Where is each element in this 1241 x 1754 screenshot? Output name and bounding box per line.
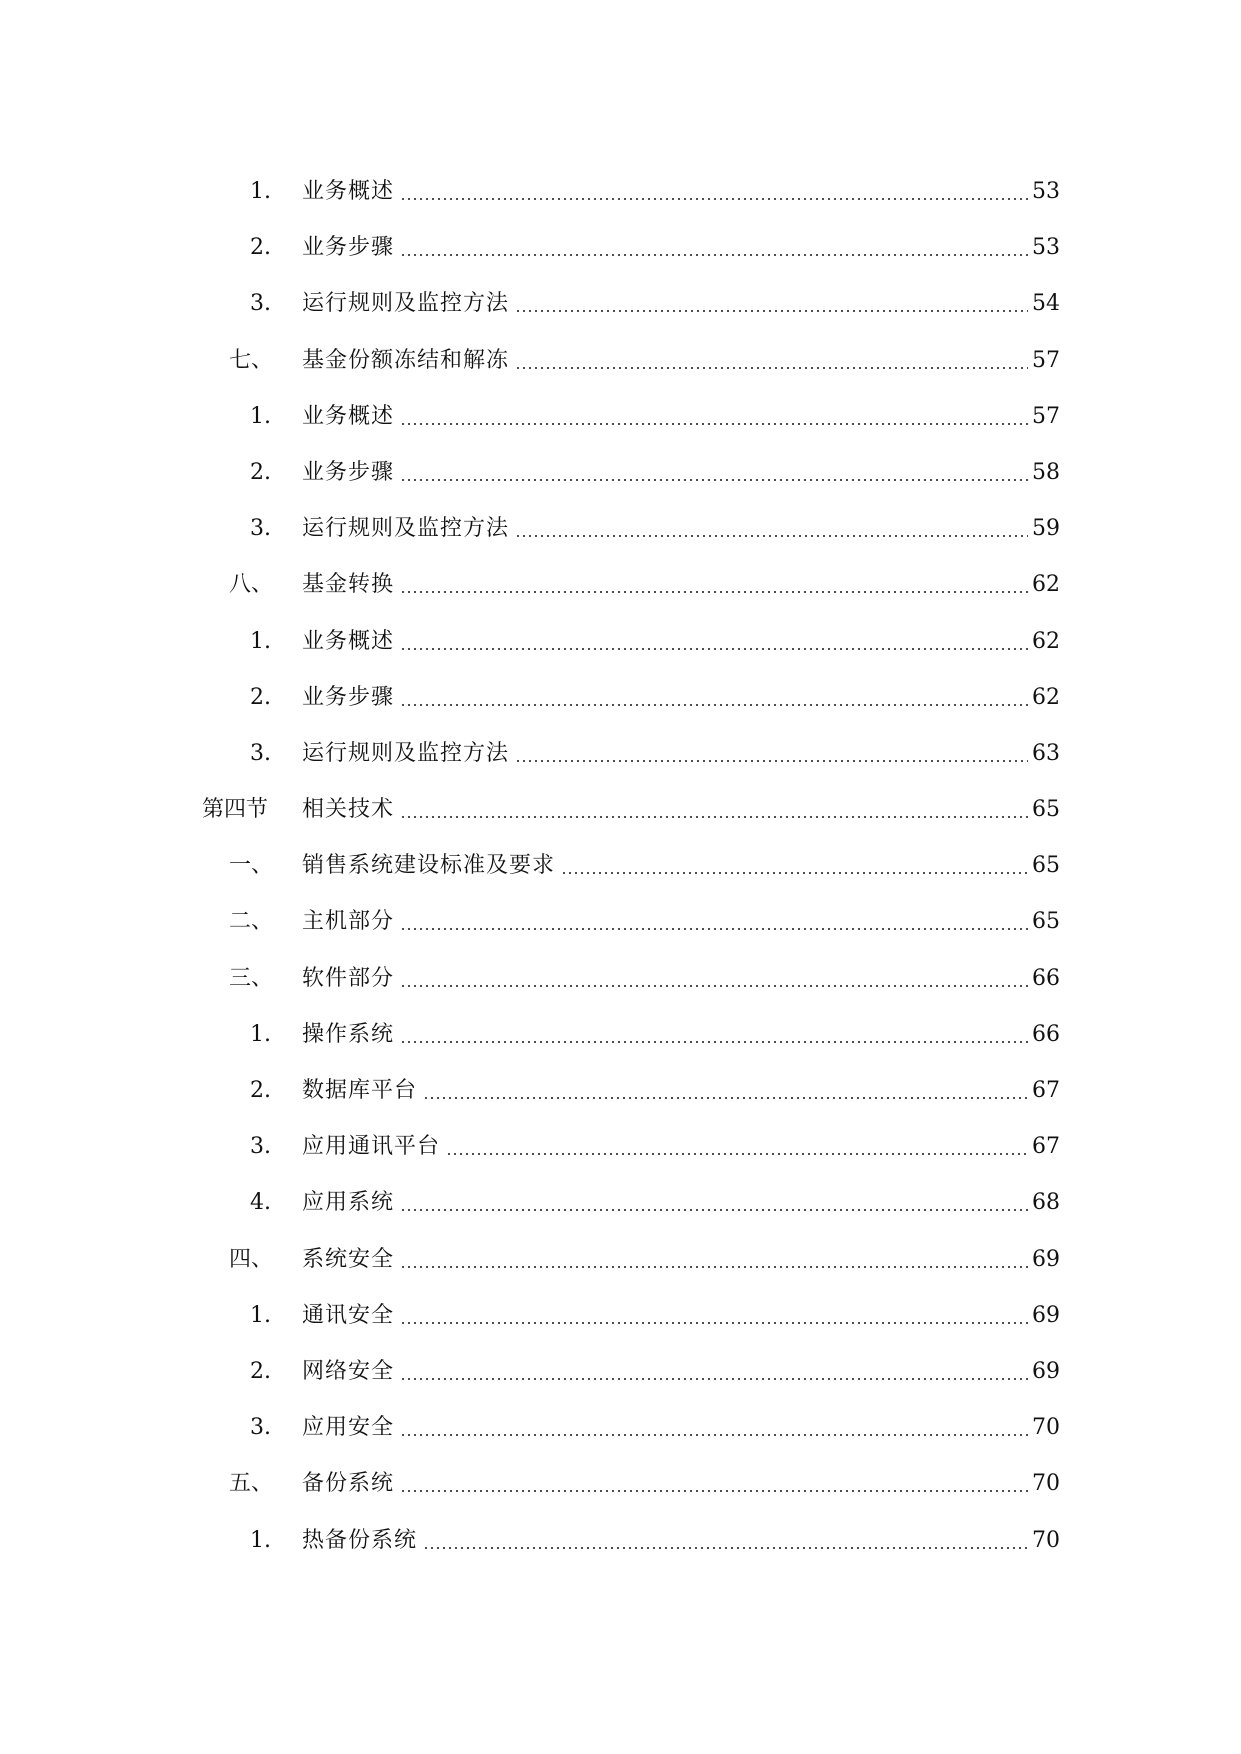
toc-entry[interactable] bbox=[0, 570, 1241, 626]
toc-entry-number: 2. bbox=[250, 1078, 271, 1103]
toc-entry-body bbox=[302, 233, 1060, 263]
toc-entry-body bbox=[302, 1020, 1060, 1050]
toc-entry-page-number[interactable]: 68 bbox=[1032, 1190, 1060, 1216]
toc-entry-page-number[interactable]: 63 bbox=[1032, 740, 1060, 766]
toc-entry-page-number[interactable]: 62 bbox=[1032, 572, 1060, 598]
dot-leader bbox=[515, 535, 1028, 537]
dot-leader bbox=[423, 1097, 1028, 1099]
toc-entry-number: 3. bbox=[250, 291, 271, 317]
toc-entry-number: 3. bbox=[250, 516, 271, 542]
toc-entry-body bbox=[302, 627, 1060, 657]
toc-entry[interactable] bbox=[0, 233, 1241, 289]
toc-entry[interactable] bbox=[0, 1357, 1241, 1413]
dot-leader bbox=[400, 1209, 1028, 1211]
toc-entry-body bbox=[302, 1357, 1060, 1387]
toc-entry-page-number[interactable]: 66 bbox=[1032, 1021, 1060, 1047]
toc-entry-number: 2. bbox=[250, 459, 271, 485]
toc-entry-page-number[interactable]: 69 bbox=[1032, 1302, 1060, 1328]
toc-entry-number: 第四节 bbox=[202, 797, 269, 823]
toc-entry-body bbox=[302, 402, 1060, 432]
dot-leader bbox=[400, 1434, 1028, 1436]
toc-entry[interactable] bbox=[0, 627, 1241, 683]
toc-entry-page-number[interactable]: 70 bbox=[1032, 1415, 1060, 1441]
toc-entry[interactable] bbox=[0, 683, 1241, 739]
toc-entry[interactable] bbox=[0, 907, 1241, 963]
dot-leader bbox=[400, 985, 1028, 987]
toc-entry-number: 1. bbox=[250, 1302, 271, 1328]
toc-entry[interactable] bbox=[0, 1413, 1241, 1469]
toc-entry-body bbox=[302, 1188, 1060, 1218]
toc-entry-number: 1. bbox=[250, 628, 271, 654]
toc-entry-title[interactable]: 通讯安全 bbox=[302, 1302, 395, 1328]
toc-entry-title[interactable]: 业务概述 bbox=[302, 628, 395, 654]
toc-entry[interactable] bbox=[0, 739, 1241, 795]
dot-leader bbox=[400, 423, 1028, 425]
toc-entry-page-number[interactable]: 66 bbox=[1032, 965, 1060, 991]
dot-leader bbox=[400, 816, 1028, 818]
toc-entry-number: 三、 bbox=[229, 965, 274, 991]
toc-entry-page-number[interactable]: 53 bbox=[1032, 179, 1060, 204]
dot-leader bbox=[400, 254, 1028, 256]
toc-entry-body bbox=[302, 1245, 1060, 1275]
dot-leader bbox=[515, 367, 1028, 369]
toc-entry[interactable] bbox=[0, 964, 1241, 1020]
toc-entry[interactable] bbox=[0, 851, 1241, 907]
toc-entry-page-number[interactable]: 58 bbox=[1032, 459, 1060, 485]
toc-entry-title[interactable]: 软件部分 bbox=[302, 965, 395, 991]
toc-entry[interactable] bbox=[0, 289, 1241, 345]
toc-entry-title[interactable]: 业务概述 bbox=[302, 179, 395, 204]
dot-leader bbox=[400, 1490, 1028, 1492]
dot-leader bbox=[446, 1153, 1028, 1155]
toc-entry-number: 一、 bbox=[229, 853, 274, 879]
toc-entry-body bbox=[302, 795, 1060, 825]
toc-entry-page-number[interactable]: 67 bbox=[1032, 1078, 1060, 1103]
toc-entry-body bbox=[302, 1132, 1060, 1162]
toc-entry-page-number[interactable]: 57 bbox=[1032, 403, 1060, 429]
toc-entry-body bbox=[302, 346, 1060, 376]
toc-entry-page-number[interactable]: 65 bbox=[1032, 909, 1060, 935]
toc-entry[interactable] bbox=[0, 458, 1241, 514]
toc-entry-number: 2. bbox=[250, 684, 271, 710]
toc-entry-number: 五、 bbox=[229, 1471, 274, 1497]
toc-entry[interactable] bbox=[0, 514, 1241, 570]
toc-entry-body bbox=[302, 964, 1060, 994]
toc-entry-number: 四、 bbox=[229, 1246, 274, 1272]
toc-entry-title[interactable]: 业务步骤 bbox=[302, 459, 395, 485]
toc-entry-body bbox=[302, 570, 1060, 600]
toc-entry-number: 1. bbox=[250, 403, 271, 429]
toc-entry-body bbox=[302, 1469, 1060, 1499]
toc-entry-body bbox=[302, 1301, 1060, 1331]
toc-entry-page-number[interactable]: 70 bbox=[1032, 1527, 1060, 1553]
toc-entry-title[interactable]: 应用安全 bbox=[302, 1415, 395, 1441]
toc-entry-body bbox=[302, 289, 1060, 319]
toc-entry-number: 二、 bbox=[229, 909, 274, 935]
dot-leader bbox=[515, 310, 1028, 312]
toc-entry-title[interactable]: 系统安全 bbox=[302, 1246, 395, 1272]
toc-entry-title[interactable]: 应用通讯平台 bbox=[302, 1134, 441, 1160]
toc-entry-number: 2. bbox=[250, 1358, 271, 1384]
toc-entry-title[interactable]: 运行规则及监控方法 bbox=[302, 740, 510, 766]
toc-entry-page-number[interactable]: 59 bbox=[1032, 516, 1060, 542]
dot-leader bbox=[400, 198, 1028, 200]
toc-entry-title[interactable]: 主机部分 bbox=[302, 909, 395, 935]
toc-entry-page-number[interactable]: 69 bbox=[1032, 1358, 1060, 1384]
dot-leader bbox=[400, 1378, 1028, 1380]
toc-entry-title[interactable]: 应用系统 bbox=[302, 1190, 395, 1216]
toc-entry-title[interactable]: 基金份额冻结和解冻 bbox=[302, 347, 510, 373]
toc-entry-number: 3. bbox=[250, 740, 271, 766]
toc-entry-title[interactable]: 业务概述 bbox=[302, 403, 395, 429]
toc-entry-page-number[interactable]: 70 bbox=[1032, 1471, 1060, 1497]
toc-entry-number: 1. bbox=[250, 1527, 271, 1553]
toc-entry-body bbox=[302, 1076, 1060, 1106]
dot-leader bbox=[423, 1547, 1028, 1549]
toc-entry[interactable] bbox=[0, 346, 1241, 402]
toc-entry-body bbox=[302, 177, 1060, 207]
toc-entry-title[interactable]: 运行规则及监控方法 bbox=[302, 291, 510, 317]
dot-leader bbox=[400, 479, 1028, 481]
toc-entry-title[interactable]: 基金转换 bbox=[302, 572, 395, 598]
toc-entry-body bbox=[302, 458, 1060, 488]
toc-entry[interactable] bbox=[0, 1132, 1241, 1188]
toc-entry-number: 3. bbox=[250, 1415, 271, 1441]
toc-entry-number: 2. bbox=[250, 235, 271, 261]
toc-entry-number: 4. bbox=[250, 1190, 271, 1216]
toc-entry[interactable] bbox=[0, 1301, 1241, 1357]
toc-entry-number: 七、 bbox=[229, 347, 274, 373]
toc-entry-title[interactable]: 业务步骤 bbox=[302, 684, 395, 710]
toc-entry-number: 八、 bbox=[229, 572, 274, 598]
toc-entry-title[interactable]: 操作系统 bbox=[302, 1021, 395, 1047]
toc-entry-number: 3. bbox=[250, 1134, 271, 1160]
toc-entry-body bbox=[302, 514, 1060, 544]
toc-entry-page-number[interactable]: 53 bbox=[1032, 235, 1060, 261]
toc-entry[interactable] bbox=[0, 1020, 1241, 1076]
toc-entry-number: 1. bbox=[250, 1021, 271, 1047]
toc-entry-title[interactable]: 数据库平台 bbox=[302, 1078, 418, 1103]
toc-entry-page-number[interactable]: 67 bbox=[1032, 1134, 1060, 1160]
toc-entry-page-number[interactable]: 62 bbox=[1032, 684, 1060, 710]
toc-entry[interactable] bbox=[0, 177, 1241, 233]
dot-leader bbox=[400, 1266, 1028, 1268]
toc-entry-body bbox=[302, 1413, 1060, 1443]
toc-entry-title[interactable]: 运行规则及监控方法 bbox=[302, 516, 510, 542]
dot-leader bbox=[400, 704, 1028, 706]
toc-entry-page-number[interactable]: 65 bbox=[1032, 797, 1060, 823]
dot-leader bbox=[400, 1041, 1028, 1043]
toc-entry-page-number[interactable]: 65 bbox=[1032, 853, 1060, 879]
toc-entry-body bbox=[302, 851, 1060, 881]
toc-entry[interactable] bbox=[0, 795, 1241, 851]
dot-leader bbox=[400, 591, 1028, 593]
toc-entry[interactable] bbox=[0, 402, 1241, 458]
toc-entry-page-number[interactable]: 69 bbox=[1032, 1246, 1060, 1272]
dot-leader bbox=[515, 760, 1028, 762]
toc-entry-number: 1. bbox=[250, 179, 271, 204]
dot-leader bbox=[561, 872, 1028, 874]
toc-entry-page-number[interactable]: 62 bbox=[1032, 628, 1060, 654]
toc-entry-title[interactable]: 相关技术 bbox=[302, 797, 395, 823]
toc-entry-body bbox=[302, 1526, 1060, 1556]
toc-entry-body bbox=[302, 739, 1060, 769]
toc-entry-body bbox=[302, 907, 1060, 937]
dot-leader bbox=[400, 648, 1028, 650]
toc-entry-title[interactable]: 业务步骤 bbox=[302, 235, 395, 261]
dot-leader bbox=[400, 1322, 1028, 1324]
toc-entry-title[interactable]: 热备份系统 bbox=[302, 1527, 418, 1553]
toc-entry-page-number[interactable]: 54 bbox=[1032, 291, 1060, 317]
toc-entry[interactable] bbox=[0, 1245, 1241, 1301]
toc-entry[interactable] bbox=[0, 1526, 1241, 1582]
toc-entry-body bbox=[302, 683, 1060, 713]
table-of-contents bbox=[0, 177, 1241, 1582]
dot-leader bbox=[400, 928, 1028, 930]
toc-entry[interactable] bbox=[0, 1076, 1241, 1132]
toc-entry-page-number[interactable]: 57 bbox=[1032, 347, 1060, 373]
toc-entry-title[interactable]: 备份系统 bbox=[302, 1471, 395, 1497]
toc-entry-title[interactable]: 销售系统建设标准及要求 bbox=[302, 853, 556, 879]
toc-entry-title[interactable]: 网络安全 bbox=[302, 1358, 395, 1384]
toc-entry[interactable] bbox=[0, 1469, 1241, 1525]
toc-entry[interactable] bbox=[0, 1188, 1241, 1244]
